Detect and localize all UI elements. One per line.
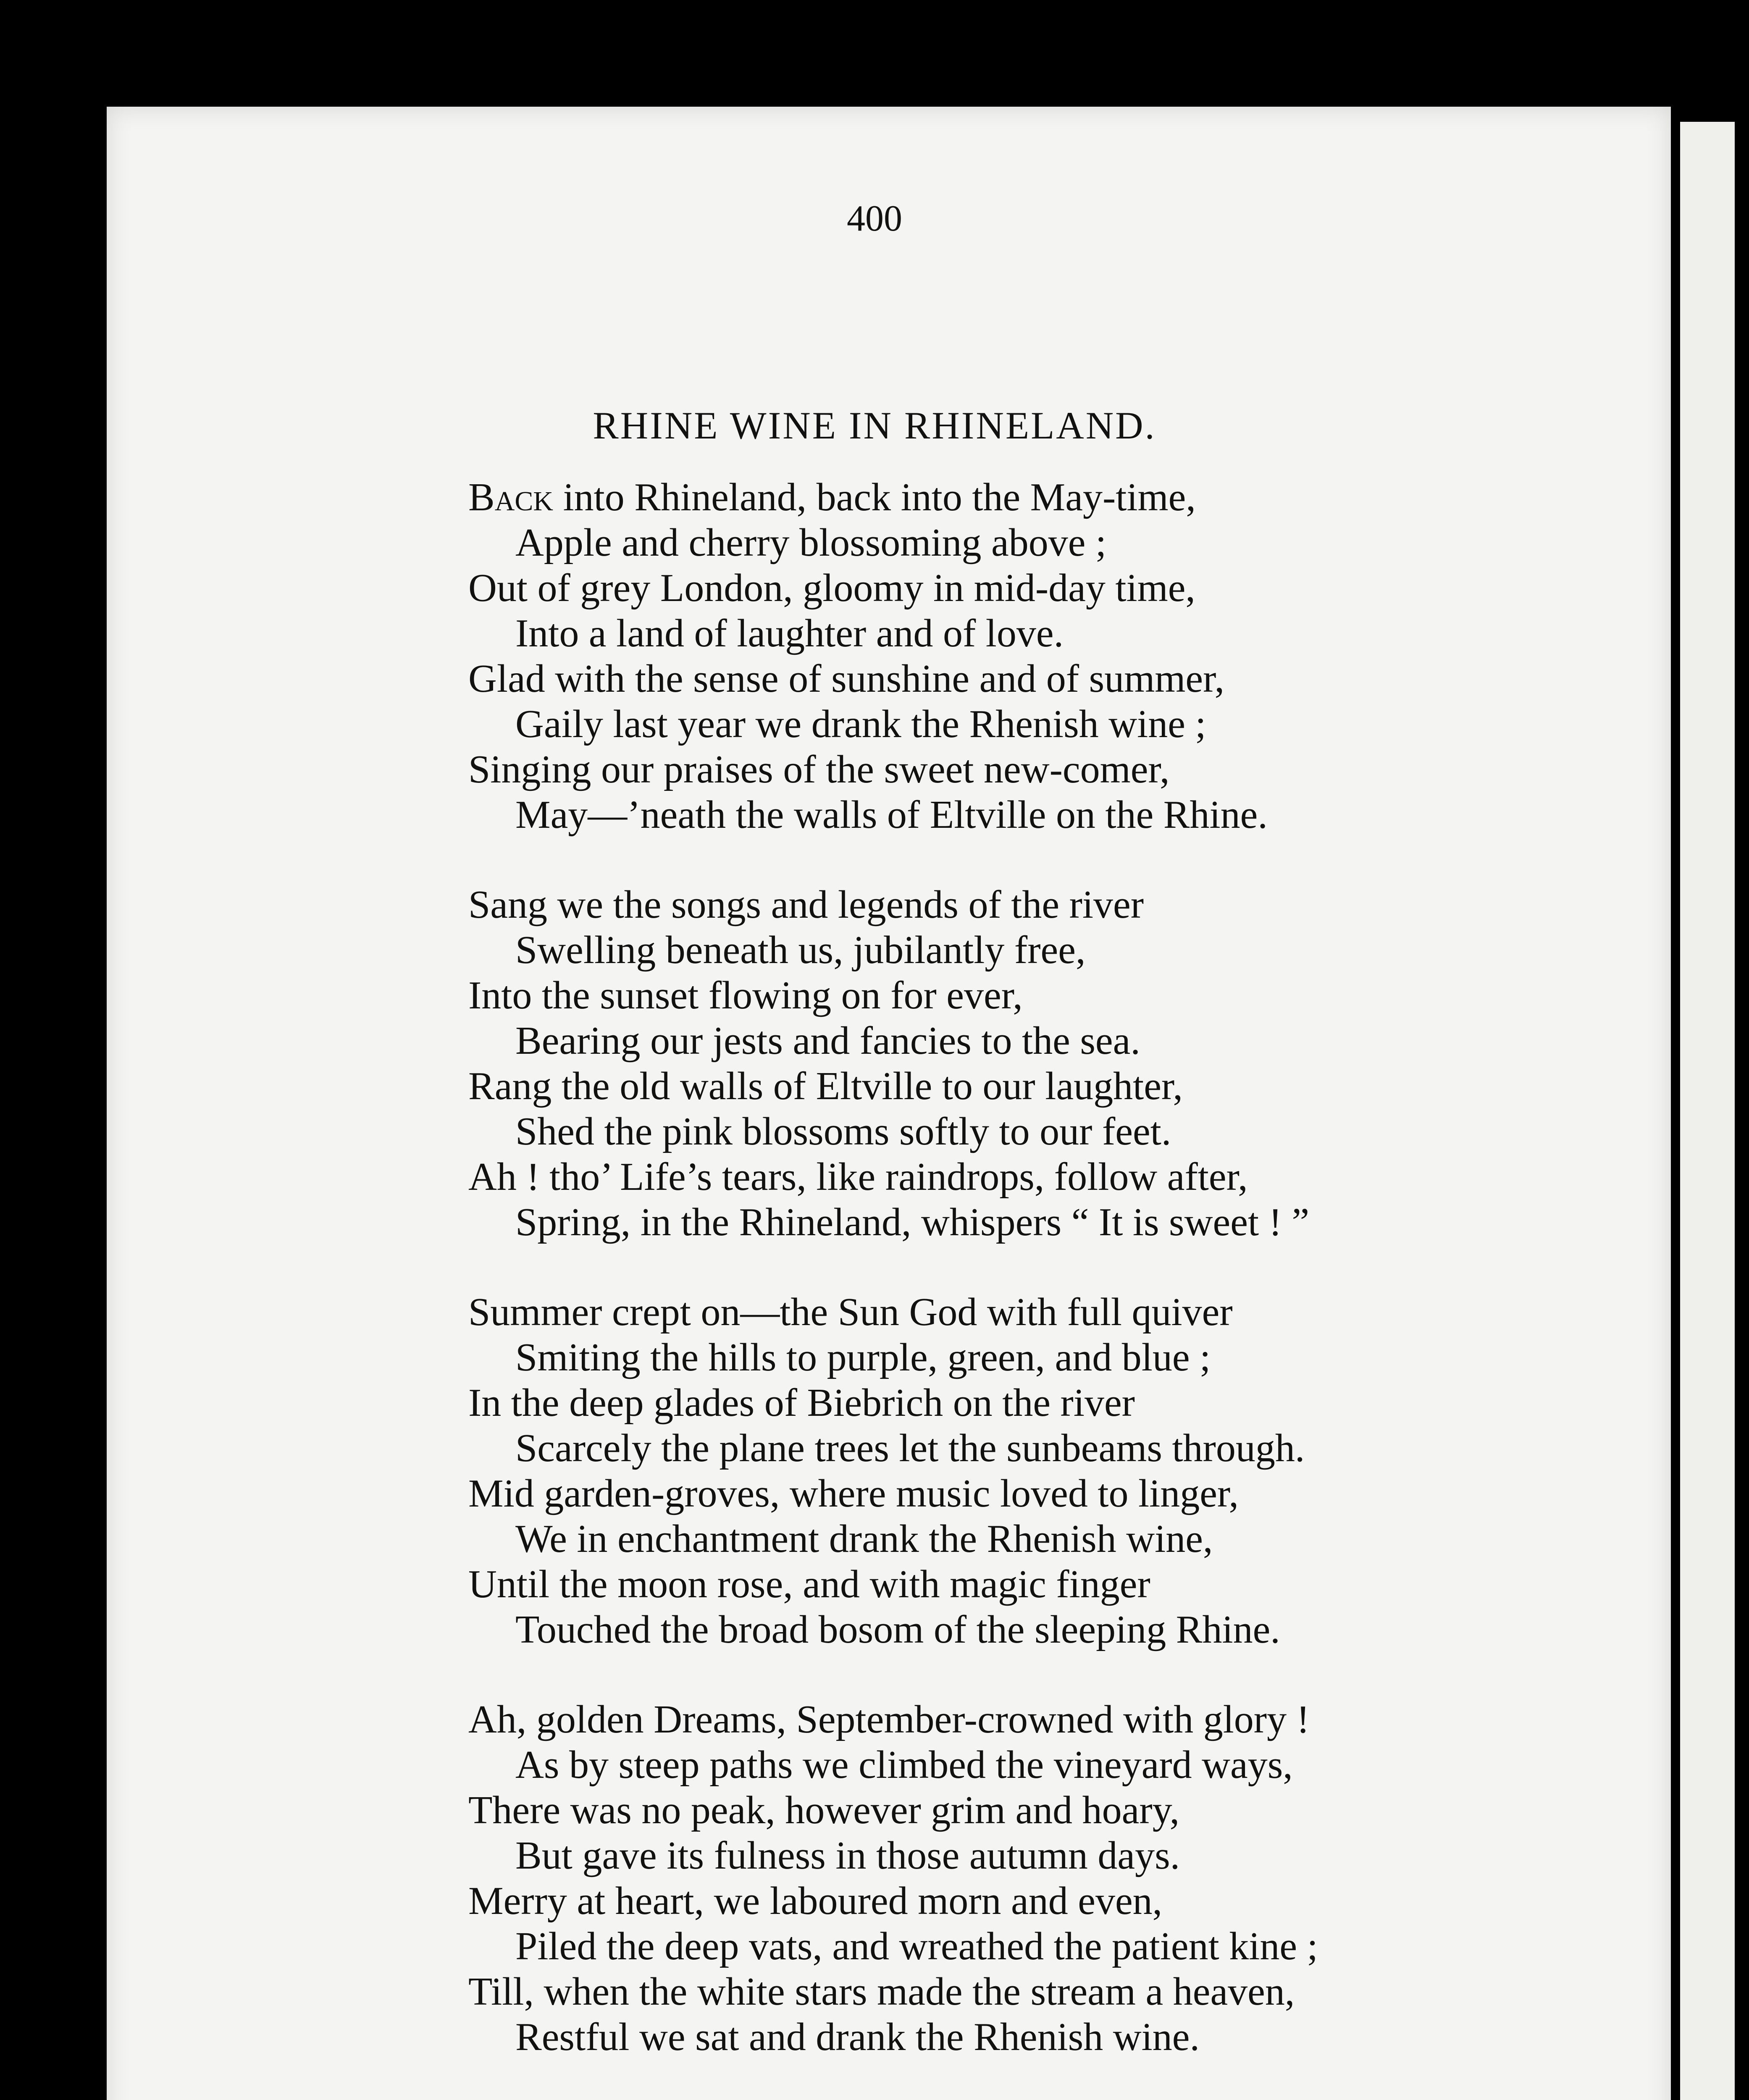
poem-line: Restful we sat and drank the Rhenish wine. [515, 2015, 1200, 2059]
poem-line: In the deep glades of Biebrich on the river [468, 1381, 1135, 1425]
first-word-small-caps: ack [494, 475, 554, 519]
poem-body [468, 475, 1476, 2100]
poem-line: Bearing our jests and fancies to the sea. [515, 1019, 1140, 1063]
poem-line: Gaily last year we drank the Rhenish wine ; [515, 702, 1206, 746]
stanza-1 [468, 475, 1476, 837]
poem-line: Into a land of laughter and of love. [515, 612, 1064, 655]
poem-line: Touched the broad bosom of the sleeping Rhine. [515, 1608, 1280, 1651]
poem-line: Shed the pink blossoms softly to our feet. [515, 1110, 1171, 1153]
poem-line: Singing our praises of the sweet new-comer, [468, 748, 1170, 791]
poem-title: RHINE WINE IN RHINELAND. [593, 404, 1156, 447]
poem-line: Smiting the hills to purple, green, and blue ; [515, 1336, 1211, 1379]
poem-line: Into the sunset flowing on for ever, [468, 974, 1023, 1017]
poem-line: As by steep paths we climbed the vineyard ways, [515, 1743, 1293, 1787]
poem-line: Apple and cherry blossoming above ; [515, 521, 1107, 564]
first-word-initial: B [468, 475, 495, 519]
poem-line: We in enchantment drank the Rhenish wine, [515, 1517, 1213, 1561]
poem-line: But gave its fulness in those autumn days. [515, 1834, 1180, 1877]
poem-line-text: into Rhineland, back into the May-time, [553, 475, 1196, 519]
poem-line: May—’neath the walls of Eltville on the Rhine. [515, 793, 1268, 837]
poem-line: Scarcely the plane trees let the sunbeams through. [515, 1426, 1305, 1470]
poem-line: Till, when the white stars made the stream a heaven, [468, 1970, 1295, 2013]
poem-line [468, 475, 1476, 520]
poem-line: Rang the old walls of Eltville to our laughter, [468, 1064, 1183, 1108]
poem-line: Sang we the songs and legends of the river [468, 883, 1144, 927]
stanza-2 [468, 882, 1476, 1245]
poem-line: Mid garden-groves, where music loved to linger, [468, 1472, 1239, 1515]
poem-line: Summer crept on—the Sun God with full quiver [468, 1290, 1233, 1334]
poem-line: Spring, in the Rhineland, whispers “ It is sweet ! ” [515, 1200, 1310, 1244]
poem-line: Out of grey London, gloomy in mid-day time, [468, 566, 1195, 610]
poem-line: Ah, golden Dreams, September-crowned with glory ! [468, 1698, 1310, 1741]
poem-line: Ah ! tho’ Life’s tears, like raindrops, follow after, [468, 1155, 1248, 1199]
poem-line: There was no peak, however grim and hoary, [468, 1788, 1180, 1832]
poem-line: Swelling beneath us, jubilantly free, [515, 928, 1086, 972]
page-number: 400 [847, 198, 902, 239]
stanza-3 [468, 1289, 1476, 1652]
poem-line: Piled the deep vats, and wreathed the patient kine ; [515, 1924, 1318, 1968]
poem-line: Glad with the sense of sunshine and of summer, [468, 657, 1225, 701]
stanza-4 [468, 1697, 1476, 2060]
poem-line: Until the moon rose, and with magic finger [468, 1562, 1150, 1606]
poem-line: Merry at heart, we laboured morn and even, [468, 1879, 1163, 1923]
